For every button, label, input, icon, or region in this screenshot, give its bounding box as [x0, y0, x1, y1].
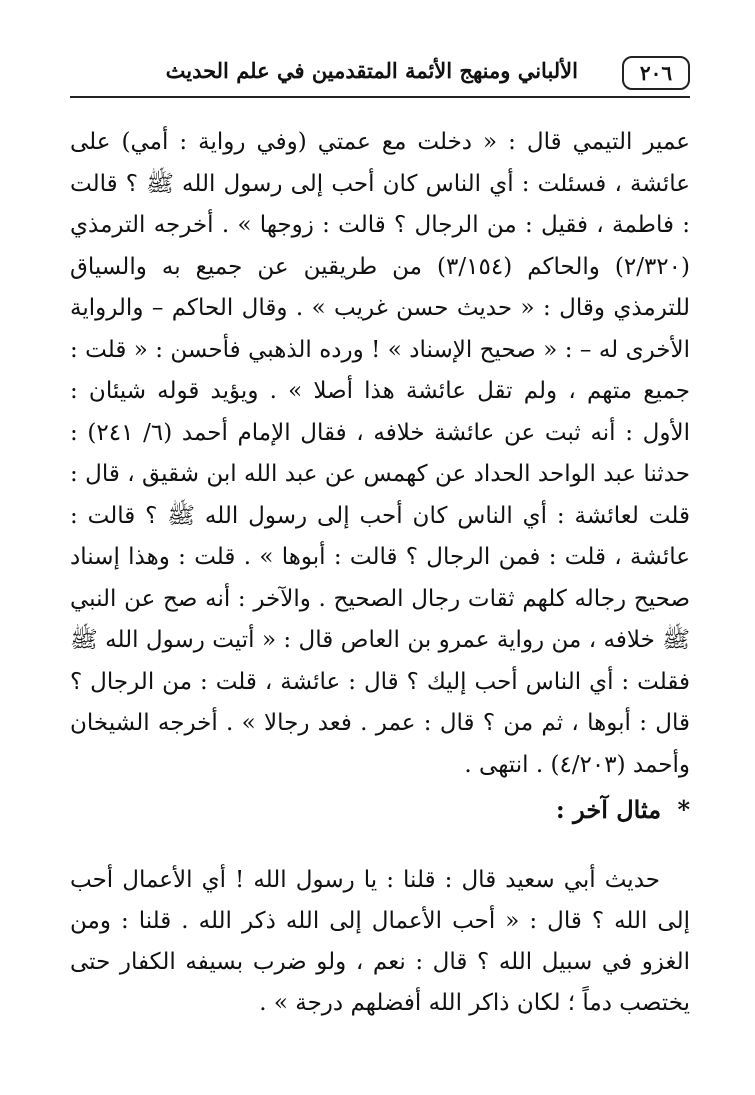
heading-star: * [677, 795, 690, 824]
paragraph-1: عمير التيمي قال : « دخلت مع عمتي (وفي رواية : أمي) على عائشة ، فسئلت : أي الناس كان أحب إلى رسول الله ﷺ ؟ قالت : فاطمة ، فقيل : من الرجال ؟ قالت : زوجها » . أخرجه الترمذي (٢/٣٢٠) والحاكم (٣/١٥٤) من طريقين عن جميع به والسياق للترمذي وقال : « حديث حسن غريب » . وقال الحاكم – والرواية الأخرى له – : « صحيح الإسناد » ! ورده الذهبي فأحسن : « قلت : جميع متهم ، ولم تقل عائشة هذا أصلا » . ويؤيد قوله شيئان : الأول : أنه ثبت عن عائشة خلافه ، فقال الإمام أحمد (٦/ ٢٤١) : حدثنا عبد الواحد الحداد عن كهمس عن عبد الله ابن شقيق ، قال : قلت لعائشة : أي الناس كان أحب إلى رسول الله ﷺ ؟ قالت : عائشة ، قلت : فمن الرجال ؟ قالت : أبوها » . قلت : وهذا إسناد صحيح رجاله كلهم ثقات رجال الصحيح . والآخر : أنه صح عن النبي ﷺ خلافه ، من رواية عمرو بن العاص قال : « أتيت رسول الله ﷺ فقلت : أي الناس أحب إليك ؟ قال : عائشة ، قلت : من الرجال ؟ قال : أبوها ، ثم من ؟ قال : عمر . فعد رجالا » . أخرجه الشيخان وأحمد (٤/٢٠٣) . انتهى . [70, 129, 690, 778]
page-header [70, 52, 690, 98]
header-rule [70, 96, 690, 98]
page-number: ٢٠٦ [622, 56, 690, 90]
second-text [70, 860, 690, 1024]
running-title: الألباني ومنهج الأئمة المتقدمين في علم الحديث [165, 58, 578, 83]
section-heading [70, 790, 690, 830]
main-text [70, 122, 690, 786]
heading-text: مثال آخر : [555, 795, 662, 824]
paragraph-2: حديث أبي سعيد قال : قلنا : يا رسول الله ! أي الأعمال أحب إلى الله ؟ قال : « أحب الأعمال إلى الله ذكر الله . قلنا : ومن الغزو في سبيل الله ؟ قال : نعم ، ولو ضرب بسيفه الكفار حتى يختصب دماً ؛ لكان ذاكر الله أفضلهم درجة » . [70, 867, 690, 1016]
